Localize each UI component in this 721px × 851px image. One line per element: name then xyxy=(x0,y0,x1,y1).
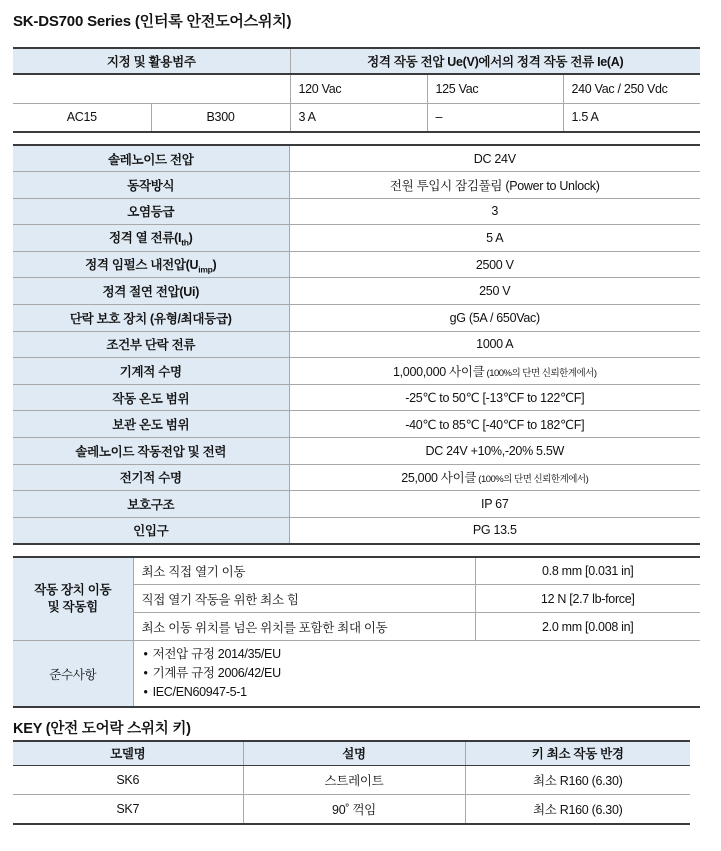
spec-label: 전기적 수명 xyxy=(13,464,289,491)
spec-row xyxy=(13,305,700,332)
spec-row xyxy=(13,172,700,199)
ratings-current-125: – xyxy=(427,103,563,132)
key-description: 90˚ 꺽임 xyxy=(243,795,465,824)
key-header-description: 설명 xyxy=(243,741,465,766)
compliance-item: • IEC/EN60947-5-1 xyxy=(144,683,701,702)
compliance-row xyxy=(13,641,700,707)
spec-value: 3 xyxy=(289,198,700,225)
spec-value: DC 24V xyxy=(289,145,700,172)
spec-label: 동작방식 xyxy=(13,172,289,199)
spec-label: 조건부 단락 전류 xyxy=(13,331,289,358)
spec-value: 5 A xyxy=(289,225,700,252)
spec-row xyxy=(13,331,700,358)
page-title: SK-DS700 Series (인터록 안전도어스위치) xyxy=(13,13,292,30)
spec-value: 25,000 사이클 (100%의 단면 신뢰한계에서) xyxy=(289,464,700,491)
actuation-row xyxy=(13,557,700,585)
spec-label: 솔레노이드 전압 xyxy=(13,145,289,172)
spec-row xyxy=(13,517,700,544)
key-description: 스트레이트 xyxy=(243,766,465,795)
spec-row xyxy=(13,464,700,491)
spec-row xyxy=(13,278,700,305)
actuation-label: 최소 이동 위치를 넘은 위치를 포함한 최대 이동 xyxy=(133,613,475,641)
compliance-label: 준수사항 xyxy=(13,641,133,707)
spec-value: PG 13.5 xyxy=(289,517,700,544)
spec-label: 오염등급 xyxy=(13,198,289,225)
spec-value: -25℃ to 50℃ [-13℃F to 122℃F] xyxy=(289,384,700,411)
ratings-category: AC15 xyxy=(66,110,97,125)
actuation-group-label: 작동 장치 이동 및 작동힘 xyxy=(13,557,133,641)
spec-label: 정격 열 전류$(I_{th})$ xyxy=(13,225,289,252)
spec-row xyxy=(13,384,700,411)
spec-value: DC 24V +10%,-20% 5.5W xyxy=(289,438,700,465)
key-table xyxy=(13,740,690,825)
ratings-header-row xyxy=(13,48,700,74)
ratings-header-designation: 지정 및 활용범주 xyxy=(13,48,290,74)
spec-row xyxy=(13,251,700,278)
key-model: SK6 xyxy=(13,766,243,795)
ratings-voltage-120: 120 Vac xyxy=(290,74,427,103)
spec-value: -40℃ to 85℃ [-40℃F to 182℃F] xyxy=(289,411,700,438)
spec-label: 정격 임펄스 내전압$(U_{imp})$ xyxy=(13,251,289,278)
ratings-value-row xyxy=(13,103,700,132)
spec-value: IP 67 xyxy=(289,491,700,518)
spec-row xyxy=(13,145,700,172)
key-header-model: 모델명 xyxy=(13,741,243,766)
spec-value: 250 V xyxy=(289,278,700,305)
spec-value-note: (100%의 단면 신뢰한계에서) xyxy=(484,368,597,380)
ratings-voltage-125: 125 Vac xyxy=(427,74,563,103)
ratings-current-120: 3 A xyxy=(290,103,427,132)
key-section-title: KEY (안전 도어락 스위치 키) xyxy=(13,720,191,737)
spec-value: 1000 A xyxy=(289,331,700,358)
actuation-label: 직접 열기 작동을 위한 최소 힘 xyxy=(133,585,475,613)
spec-table xyxy=(13,144,700,545)
spec-label: 단락 보호 장치 (유형/최대등급) xyxy=(13,305,289,332)
actuation-value: 12 N [2.7 lb-force] xyxy=(475,585,700,613)
compliance-item: • 저전압 규정 2014/35/EU xyxy=(144,645,701,664)
spec-value: 1,000,000 사이클 (100%의 단면 신뢰한계에서) xyxy=(289,358,700,385)
key-row xyxy=(13,795,690,824)
spec-value: gG (5A / 650Vac) xyxy=(289,305,700,332)
compliance-item: • 기계류 규정 2006/42/EU xyxy=(144,664,701,683)
spec-value-note: (100%의 단면 신뢰한계에서) xyxy=(476,474,589,486)
ratings-voltage-240: 240 Vac / 250 Vdc xyxy=(563,74,700,103)
spec-label: 인입구 xyxy=(13,517,289,544)
ratings-empty-cell xyxy=(13,74,290,103)
spec-value: 전원 투입시 잠김풀림 (Power to Unlock) xyxy=(289,172,700,199)
key-header-row xyxy=(13,741,690,766)
actuation-table xyxy=(13,556,700,708)
spec-label: 정격 절연 전압(Ui) xyxy=(13,278,289,305)
spec-label: 보호구조 xyxy=(13,491,289,518)
ratings-designation: B300 xyxy=(151,103,290,132)
ratings-voltage-row xyxy=(13,74,700,103)
key-radius: 최소 R160 (6.30) xyxy=(465,795,690,824)
ratings-current-240: 1.5 A xyxy=(563,103,700,132)
ratings-header-current: 정격 작동 전압 Ue(V)에서의 정격 작동 전류 Ie(A) xyxy=(290,48,700,74)
ratings-table xyxy=(13,47,700,133)
spec-row xyxy=(13,198,700,225)
compliance-items xyxy=(133,641,700,707)
spec-row xyxy=(13,491,700,518)
spec-row xyxy=(13,438,700,465)
actuation-value: 2.0 mm [0.008 in] xyxy=(475,613,700,641)
key-radius: 최소 R160 (6.30) xyxy=(465,766,690,795)
spec-row xyxy=(13,411,700,438)
key-row xyxy=(13,766,690,795)
key-model: SK7 xyxy=(116,801,140,816)
actuation-label: 최소 직접 열기 이동 xyxy=(133,557,475,585)
spec-label: 작동 온도 범위 xyxy=(13,384,289,411)
spec-row xyxy=(13,358,700,385)
spec-label: 기계적 수명 xyxy=(13,358,289,385)
spec-label: 보관 온도 범위 xyxy=(13,411,289,438)
spec-label: 솔레노이드 작동전압 및 전력 xyxy=(13,438,289,465)
spec-value: 2500 V xyxy=(289,251,700,278)
key-header-radius: 키 최소 작동 반경 xyxy=(465,741,690,766)
actuation-value: 0.8 mm [0.031 in] xyxy=(475,557,700,585)
spec-row xyxy=(13,225,700,252)
